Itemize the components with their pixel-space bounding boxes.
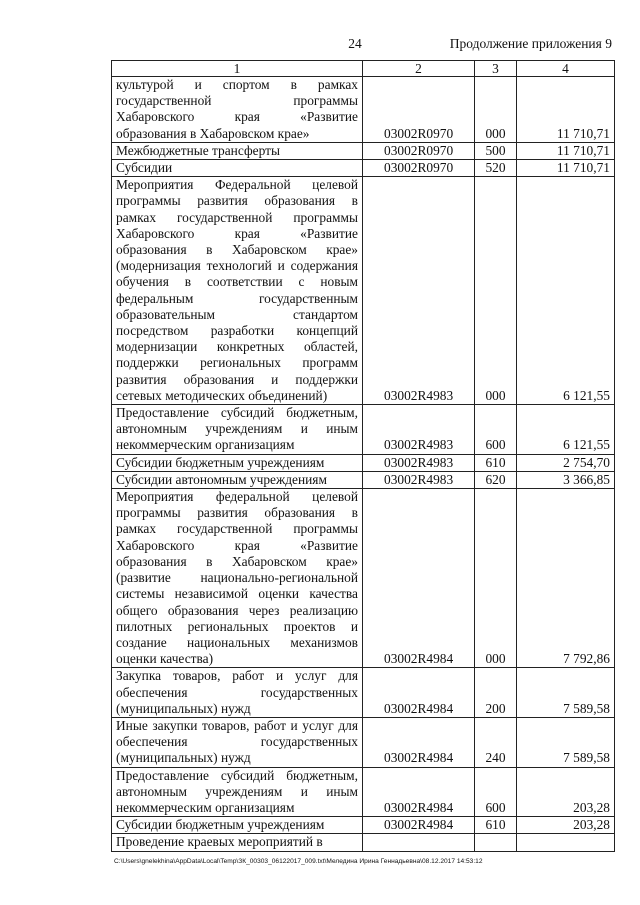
- row-expense-type: 620: [475, 471, 517, 488]
- row-amount: 7 589,58: [517, 668, 615, 718]
- table-row: [112, 454, 615, 471]
- row-name: Межбюджетные трансферты: [112, 142, 363, 159]
- column-header: 1: [112, 61, 363, 77]
- row-name: Мероприятия Федеральной целевой программы развития образования в рамках государственной программы Хабаровского края «Развитие образования в Хабаровском крае» (модернизация технологий и содержания обучения в соответствии с новым федеральным государственным образовательным стандартом посредством разработки концепций модернизации конкретных областей, поддержки региональных программ развития образования и поддержки сетевых методических объединений): [112, 177, 363, 405]
- table-row: [112, 717, 615, 767]
- row-expense-type: 000: [475, 489, 517, 668]
- table-row: [112, 817, 615, 834]
- table-row: [112, 668, 615, 718]
- row-expense-type: 500: [475, 142, 517, 159]
- row-amount: 7 589,58: [517, 717, 615, 767]
- column-header: 3: [475, 61, 517, 77]
- row-name: Субсидии бюджетным учреждениям: [112, 454, 363, 471]
- table-row: [112, 405, 615, 455]
- row-name: Иные закупки товаров, работ и услуг для обеспечения государственных (муниципальных) нужд: [112, 717, 363, 767]
- file-path-footer: C:\Users\gnelekhina\AppData\Local\Temp\ЗК_00303_06122017_009.txt\Меледина Ирина Геннадьевна\08.12.2017 14:53:12: [114, 858, 483, 865]
- row-code: 03002R4984: [363, 767, 475, 817]
- row-expense-type: 200: [475, 668, 517, 718]
- table-row: [112, 77, 615, 143]
- table-row: [112, 177, 615, 405]
- row-code: 03002R0970: [363, 142, 475, 159]
- row-amount: 6 121,55: [517, 405, 615, 455]
- row-amount: 6 121,55: [517, 177, 615, 405]
- row-amount: [517, 834, 615, 851]
- row-expense-type: 600: [475, 405, 517, 455]
- table-row: [112, 767, 615, 817]
- row-name: Предоставление субсидий бюджетным, автономным учреждениям и иным некоммерческим организациям: [112, 767, 363, 817]
- row-amount: 11 710,71: [517, 160, 615, 177]
- table-row: [112, 471, 615, 488]
- row-name: Закупка товаров, работ и услуг для обеспечения государственных (муниципальных) нужд: [112, 668, 363, 718]
- row-code: 03002R4984: [363, 489, 475, 668]
- row-amount: 11 710,71: [517, 142, 615, 159]
- table-row: [112, 834, 615, 851]
- row-expense-type: [475, 834, 517, 851]
- budget-table: [111, 60, 615, 852]
- table-row: [112, 489, 615, 668]
- column-header: 2: [363, 61, 475, 77]
- table-row: [112, 160, 615, 177]
- row-name: Мероприятия федеральной целевой программы развития образования в рамках государственной программы Хабаровского края «Развитие образования в Хабаровском крае» (развитие национально-региональной системы независимой оценки качества общего образования через реализацию пилотных региональных проектов и создание национальных механизмов оценки качества): [112, 489, 363, 668]
- row-code: 03002R4984: [363, 817, 475, 834]
- row-amount: 11 710,71: [517, 77, 615, 143]
- row-name: культурой и спортом в рамках государственной программы Хабаровского края «Развитие образования в Хабаровском крае»: [112, 77, 363, 143]
- row-code: [363, 834, 475, 851]
- row-code: 03002R4983: [363, 471, 475, 488]
- row-name: Субсидии автономным учреждениям: [112, 471, 363, 488]
- row-expense-type: 610: [475, 454, 517, 471]
- page-number: 24: [348, 36, 362, 51]
- row-name: Проведение краевых мероприятий в: [112, 834, 363, 851]
- row-code: 03002R0970: [363, 160, 475, 177]
- row-expense-type: 600: [475, 767, 517, 817]
- row-expense-type: 520: [475, 160, 517, 177]
- row-amount: 203,28: [517, 817, 615, 834]
- row-expense-type: 000: [475, 177, 517, 405]
- row-code: 03002R4983: [363, 454, 475, 471]
- row-amount: 2 754,70: [517, 454, 615, 471]
- table-header-row: [112, 61, 615, 77]
- column-header: 4: [517, 61, 615, 77]
- row-code: 03002R4983: [363, 405, 475, 455]
- row-expense-type: 240: [475, 717, 517, 767]
- table-row: [112, 142, 615, 159]
- row-amount: 203,28: [517, 767, 615, 817]
- row-name: Субсидии бюджетным учреждениям: [112, 817, 363, 834]
- row-amount: 3 366,85: [517, 471, 615, 488]
- row-expense-type: 000: [475, 77, 517, 143]
- row-name: Субсидии: [112, 160, 363, 177]
- row-code: 03002R0970: [363, 77, 475, 143]
- row-code: 03002R4984: [363, 717, 475, 767]
- row-code: 03002R4984: [363, 668, 475, 718]
- row-code: 03002R4983: [363, 177, 475, 405]
- row-expense-type: 610: [475, 817, 517, 834]
- continuation-label: Продолжение приложения 9: [449, 36, 612, 51]
- row-amount: 7 792,86: [517, 489, 615, 668]
- row-name: Предоставление субсидий бюджетным, автономным учреждениям и иным некоммерческим организациям: [112, 405, 363, 455]
